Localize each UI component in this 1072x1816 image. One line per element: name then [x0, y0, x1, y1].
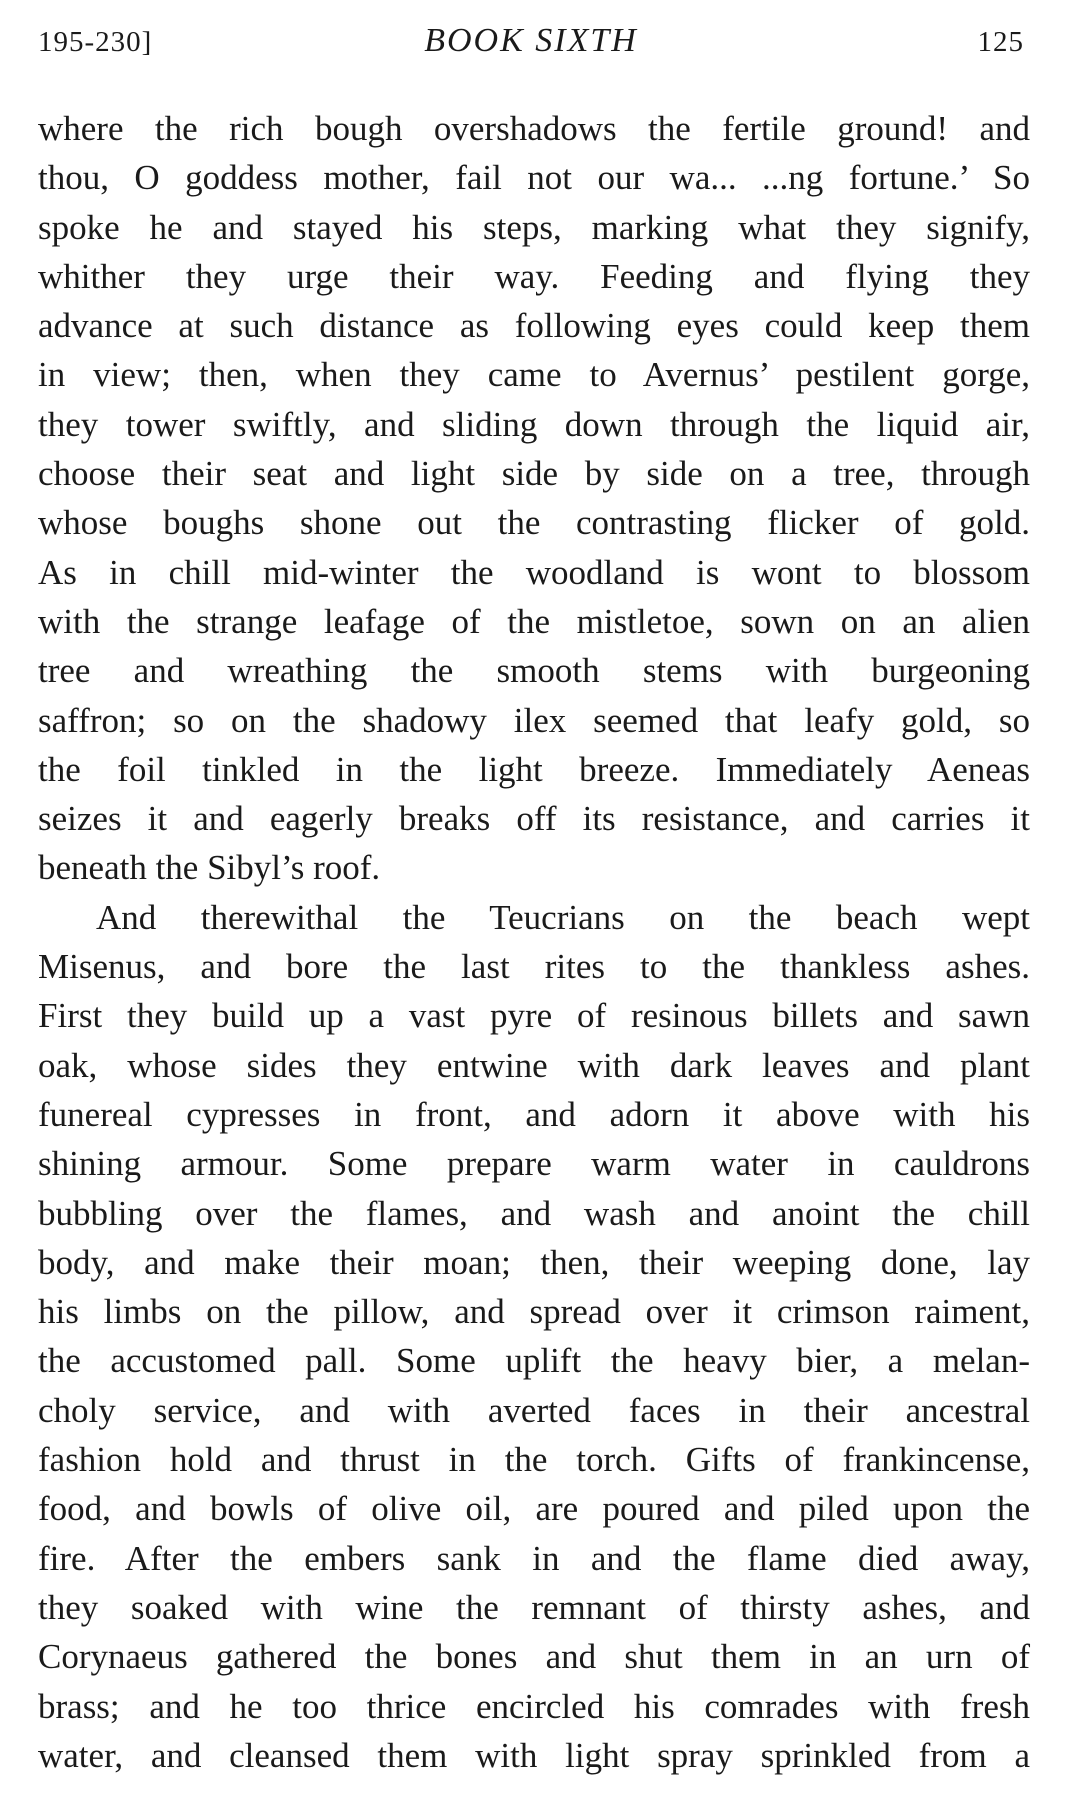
text-line: they soaked with wine the remnant of thirsty ashes, and [38, 1587, 1030, 1627]
text-line: brass; and he too thrice encircled his comrades with fresh [38, 1686, 1030, 1726]
text-line: water, and cleansed them with light spray sprinkled from a [38, 1735, 1030, 1775]
paragraph-1 [38, 104, 1030, 893]
text-line: First they build up a vast pyre of resinous billets and sawn [38, 996, 1030, 1036]
text-line: his limbs on the pillow, and spread over it crimson raiment, [38, 1292, 1030, 1332]
body-text [38, 104, 1030, 1780]
text-line: oak, whose sides they entwine with dark leaves and plant [38, 1045, 1030, 1085]
text-line: beneath the Sibyl’s roof. [38, 848, 381, 888]
book-title: BOOK SIXTH [424, 22, 638, 59]
text-line: the foil tinkled in the light breeze. Immediately Aeneas [38, 749, 1030, 789]
text-line: with the strange leafage of the mistletoe, sown on an alien [38, 601, 1030, 641]
text-line: Misenus, and bore the last rites to the thankless ashes. [38, 947, 1030, 987]
text-line: fire. After the embers sank in and the flame died away, [38, 1538, 1030, 1578]
text-line: And therewithal the Teucrians on the beach wept [96, 897, 1030, 937]
text-line: seizes it and eagerly breaks off its resistance, and carries it [38, 799, 1030, 839]
text-line: saffron; so on the shadowy ilex seemed that leafy gold, so [38, 700, 1030, 740]
text-line: whose boughs shone out the contrasting flicker of gold. [38, 503, 1030, 543]
text-line: body, and make their moan; then, their weeping done, lay [38, 1242, 1030, 1282]
text-line: choose their seat and light side by side on a tree, through [38, 454, 1030, 494]
text-line: food, and bowls of olive oil, are poured and piled upon the [38, 1489, 1030, 1529]
text-line: fashion hold and thrust in the torch. Gifts of frankincense, [38, 1440, 1030, 1480]
text-line: Corynaeus gathered the bones and shut them in an urn of [38, 1637, 1030, 1677]
paragraph-2 [38, 893, 1030, 1780]
line-range: 195-230] [38, 26, 153, 58]
text-line: in view; then, when they came to Avernus’ pestilent gorge, [38, 355, 1030, 395]
text-line: where the rich bough overshadows the fertile ground! and [38, 109, 1030, 148]
page-number: 125 [977, 26, 1024, 58]
running-head [38, 22, 1024, 62]
text-line: the accustomed pall. Some uplift the heavy bier, a melan- [38, 1341, 1030, 1381]
text-line: whither they urge their way. Feeding and flying they [38, 256, 1030, 296]
text-line: tree and wreathing the smooth stems with burgeoning [38, 651, 1030, 691]
text-line: choly service, and with averted faces in their ancestral [38, 1390, 1030, 1430]
text-line: spoke he and stayed his steps, marking what they signify, [38, 207, 1030, 247]
text-line: funereal cypresses in front, and adorn it above with his [38, 1094, 1030, 1134]
text-line: they tower swiftly, and sliding down through the liquid air, [38, 404, 1030, 444]
text-line: bubbling over the flames, and wash and anoint the chill [38, 1193, 1030, 1233]
text-line: thou, O goddess mother, fail not our wa... ...ng fortune.’ So [38, 158, 1030, 198]
text-line: As in chill mid-winter the woodland is wont to blossom [38, 552, 1030, 592]
text-line: shining armour. Some prepare warm water in cauldrons [38, 1144, 1030, 1184]
text-line: advance at such distance as following eyes could keep them [38, 306, 1030, 346]
